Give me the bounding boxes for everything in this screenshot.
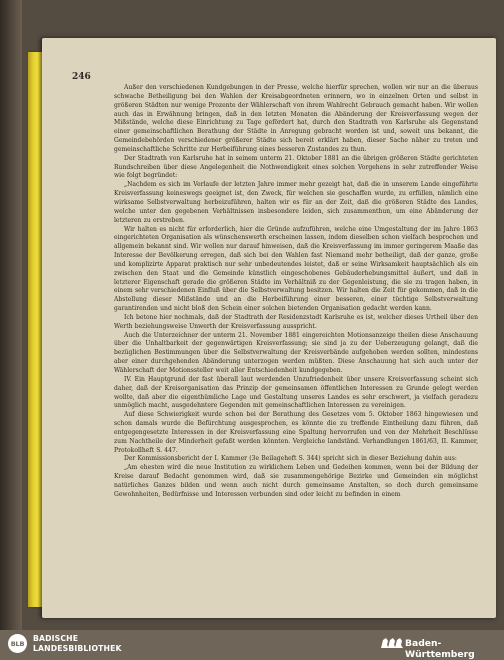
quoted-paragraph: „Nachdem es sich im Verlaufe der letzten Jahre immer mehr gezeigt hat, daß die in unserem Lande eingeführte Kreisverfassung keineswegs geeignet ist, den Zweck, für welchen sie geschaffen wurde, zu erfüllen, nämlich eine wirksame Selbstverwaltung herbeizuführen, halten wir es für an der Zeit, daß die größeren Städte des Landes, welche unter den gegebenen Verhältnissen insbesondere leiden, sich zusammenthun, um eine Abänderung der letzteren zu erstreben. <box>114 181 478 224</box>
paragraph: Auch die Unterzeichner der unterm 21. November 1881 eingereichten Motionsanzeige theilen diese Anschauung über die Unhaltbarkeit der gegenwärtigen Kreisverfassung; sie sind ja zu der Ueberzeugung gelangt, daß die bezüglichen Bestimmungen über die Selbstverwaltung der Kreisverbände aufgehoben werden sollten, mindestens aber einer durchgehenden Abänderung unterzogen werden müßten. Diese Anschauung hat sich auch unter der Wählerschaft der Motionssteller weit aller Entschiedenheit kundgegeben. <box>114 331 478 374</box>
paragraph: Wir halten es nicht für erforderlich, hier die Gründe aufzuführen, welche eine Umgestaltung der im Jahre 1863 eingerichteten Organisation als wünschenswerth erscheinen lassen, indem dieselben schon vielfach besprochen und allgemein bekannt sind. Wir wollen nur darauf hinweisen, daß die Kreisverfassung im immer geringerem Maaße das Interesse der Bevölkerung erregen, daß sich bei den Wahlen fast Niemand mehr betheiligt, daß der ganze, große und komplizirte Apparat praktisch nur sehr unbedeutendes leistet, daß er seine Wirksamkeit hauptsächlich als ein zwischen den Staat und die Gemeinde künstlich eingeschobenes Gebäuderhebungsmittel äußert, und daß in letzterer Eigenschaft gerade die größeren Städte im Verhältniß zu der Gegenleistung, die sie zu tragen haben, in einem sehr verschiedenen Einfluß über die Selbstverwaltung besitzen. Wir halten die Zeit für gekommen, daß in die Abstellung dieser Mißstände und an die Herbeiführung einer besseren, einer tüchtige Selbstverwaltung garantirenden und nicht bloß den Schein einer solchen bietenden Organisation gedacht werden kann. <box>114 225 478 313</box>
library-name[interactable] <box>33 634 122 653</box>
footer-bar <box>0 630 504 660</box>
book-cover-edge <box>0 0 22 630</box>
state-name[interactable]: Baden-Württemberg <box>405 638 475 660</box>
baden-wuerttemberg-lions-icon <box>379 636 403 650</box>
page-number: 246 <box>72 72 91 82</box>
paragraph: Außer den verschiedenen Kundgebungen in der Presse, welche hierfür sprechen, wollen wir nur an die überaus schwache Betheiligung bei den Wahlen der Kreisabgeordneten erinnern, wo in einzelnen Orten und selbst in größeren Städten nur wenige Prozente der Wählerschaft von ihrem Wahlrecht Gebrauch gemacht haben. Wir wollen auch das in Erwähnung bringen, daß in den letzten Monaten die Abänderung der Kreisverfassung wegen der Mißstände, welche diese Einrichtung zu Tage gefördert hat, durch den Stadtrath von Karlsruhe als Gegenstand einer gemeinschaftlichen Berathung der Städte in Anregung gebracht worden ist und, soweit uns bekannt, die Gemeindebehörden verschiedener größerer Städte sich bereit erklärt haben, dieser Sache näher zu treten und gemeinschaftliche Schritte zur Herbeiführung eines besseren Zustandes zu thun. <box>114 84 478 153</box>
blb-logo-icon[interactable]: BLB <box>8 634 27 653</box>
library-name-line2: LANDESBIBLIOTHEK <box>33 643 122 653</box>
library-name-line1: BADISCHE <box>33 634 79 643</box>
paragraph: Ich betone hier nochmals, daß der Stadtrath der Residenzstadt Karlsruhe es ist, welcher dieses Urtheil über den Werth beziehungsweise Unwerth der Kreisverfassung ausspricht. <box>114 313 478 330</box>
paragraph: Der Kommissionsbericht der I. Kammer (3e Beilageheft S. 344) spricht sich in dieser Beziehung dahin aus: <box>124 455 457 463</box>
paragraph: Auf diese Schwierigkeit wurde schon bei der Berathung des Gesetzes vom 5. Oktober 1863 hingewiesen und schon damals wurde die Befürchtung ausgesprochen, es könnte die zu treffende Eintheilung dazu führen, daß entgegengesetzte Interessen in der Kreisverfassung eine Spaltung hervorrufen und von der Mehrheit Beschlüsse zum Nachtheile der Minderheit gefaßt werden könnten. Vergleiche landständ. Verhandlungen 1861/63, II. Kammer, Protokollheft S. 447. <box>114 411 478 454</box>
paragraph: Der Stadtrath von Karlsruhe hat in seinem unterm 21. Oktober 1881 an die übrigen größeren Städte gerichteten Rundschreiben über diese Angelegenheit die Nothwendigkeit eines solchen Vorgehens in sehr zutreffender Weise wie folgt begründet: <box>114 154 478 180</box>
page-text <box>114 84 478 500</box>
quoted-paragraph: „Am ehesten wird die neue Institution zu wirklichem Leben und Gedeihen kommen, wenn bei der Bildung der Kreise darauf Bedacht genommen wird, daß sie zusammengehörige Bezirke und Gemeinden ein möglichst natürliches Ganzes bilden und wenn auch nicht durch gemeinsame Anstalten, so doch durch gemeinsame Gewohnheiten, Bedürfnisse und Interessen verbunden sind oder leicht zu befinden in einem <box>114 464 478 498</box>
paragraph: IV. Ein Hauptgrund der fast überall laut werdenden Unzufriedenheit über unsere Kreisverfassung scheint sich daher, daß der Kreisorganisation das Prinzip der gemeinsamen öffentlichen Interessen zu Grunde gelegt werden wollte, daß aber die eigenthümliche Lage und Gestaltung unseres Landes es sehr erschwert, ja vielfach geradezu unmöglich macht, ausgedehntere Gegenden mit gemeinschaftlichen Interessen zu vereinigen. <box>114 375 478 410</box>
